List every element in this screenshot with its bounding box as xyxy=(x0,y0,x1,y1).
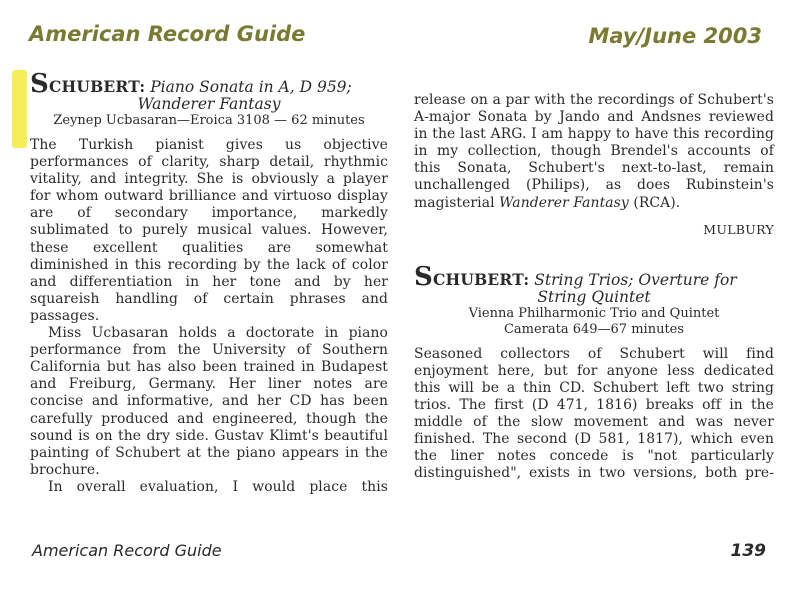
review1-signature: MULBURY xyxy=(703,221,774,237)
review1-heading xyxy=(30,69,388,129)
right-column xyxy=(414,92,774,482)
review1-paragraph-2: Miss Ucbasaran holds a doctorate in piano performance from the University of Southern California but has also been trained in Budapest and Freiburg, Germany. Her liner notes are concise and informative, and her CD has been carefully produced and engineered, though the sound is on the dry side. Gustav Klimt's beautiful painting of Schubert at the piano appears in the brochure. xyxy=(30,325,388,478)
page-number: 139 xyxy=(730,541,766,561)
review2-work-line1: String Trios; Overture for xyxy=(534,270,737,289)
review2-performer-line1: Vienna Philharmonic Trio and Quintet xyxy=(468,305,720,321)
review1-work-line1: Piano Sonata in A, D 959; xyxy=(150,78,352,96)
review2-composer: SCHUBERT: xyxy=(414,261,530,292)
yellow-highlighter-mark xyxy=(12,70,27,148)
review1-performer: Zeynep Ucbasaran—Eroica 3108 — 62 minutes xyxy=(53,113,365,128)
review1-paragraph-3: In overall evaluation, I would place this xyxy=(48,478,388,495)
review2-heading xyxy=(414,261,774,338)
review2-paragraph: Seasoned collectors of Schubert will find enjoyment here, but for anyone less dedicated this will be a thin CD. Schubert left two string trios. The first (D 471, 1816) breaks off in the middle of the slow movement and was never finished. The second (D 581, 1817), which even the liner notes concede is "not particularly distinguished", exists in two versions, both pre- xyxy=(414,345,774,482)
review2-work-line2: String Quintet xyxy=(537,287,651,306)
footer-magazine-title: American Record Guide xyxy=(32,541,222,560)
review2-performer-line2: Camerata 649—67 minutes xyxy=(503,321,685,337)
review1-work-line2: Wanderer Fantasy xyxy=(137,95,281,113)
header-magazine-title: American Record Guide xyxy=(29,22,306,46)
review1-composer: SCHUBERT: xyxy=(30,69,146,99)
header-issue-date: May/June 2003 xyxy=(588,24,762,48)
left-column xyxy=(30,69,388,496)
review1-continuation: release on a par with the recordings of Schubert's A-major Sonata by Jando and Andsnes reviewed in the last ARG. I am happy to have this recording in my collection, though Brendel's accounts of this Sonata, Schubert's next-to-last, remain unchallenged (Philips), as does Rubinstein's magisterial Wanderer Fantasy (RCA). xyxy=(414,92,774,211)
review1-paragraph-1: The Turkish pianist gives us objective performances of clarity, sharp detail, rhythmic vitality, and integrity. She is obviously a player for whom outward brilliance and virtuoso display are of secondary importance, markedly sublimated to purely musical values. However, these excellent qualities are somewhat diminished in this recording by the lack of color and differentiation in her tone and by her squareish handling of certain phrases and passages. xyxy=(30,137,388,324)
